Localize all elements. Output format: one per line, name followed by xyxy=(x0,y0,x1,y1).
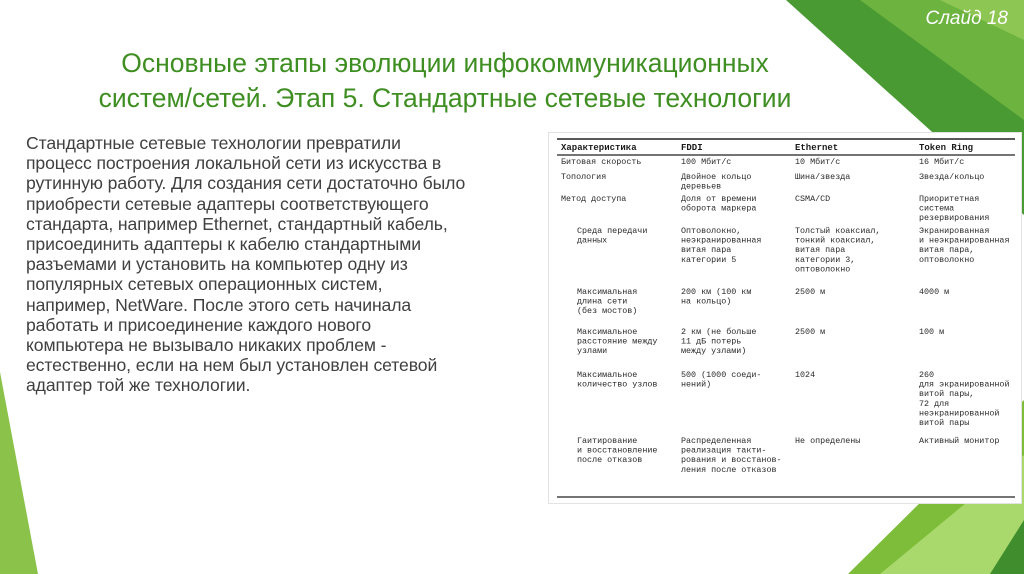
table-cell-line: CSMA/CD xyxy=(795,194,831,204)
slide-number: Слайд 18 xyxy=(925,8,1008,29)
table-cell-line: резервирования xyxy=(919,213,990,224)
table-cell-line: оптоволокно xyxy=(919,254,975,265)
table-cell-line: Распределенная xyxy=(681,436,752,446)
table-cell-line: Максимальное xyxy=(577,370,638,380)
table-cell-line: витая пара xyxy=(795,245,846,256)
table-cell-line: 2500 м xyxy=(795,287,826,297)
slide-title xyxy=(30,46,860,116)
table-cell-line: Гаитирование xyxy=(577,436,638,446)
table-cell-line: для экранированной xyxy=(919,379,1010,390)
table-cell-line: количество узлов xyxy=(577,379,658,390)
body-line: Стандартные сетевые технологии превратили xyxy=(26,133,401,153)
table-cell-line: витая пара xyxy=(681,245,732,256)
table-cell-line: Максимальное xyxy=(577,327,638,337)
table-cell-line: длина сети xyxy=(577,296,628,307)
body-line: разъемами и установить на компьютер одну из xyxy=(26,254,408,275)
table-cell-line: ления после отказов xyxy=(681,464,777,475)
comparison-table xyxy=(549,133,1021,503)
table-cell-line: Битовая скорость xyxy=(561,157,642,167)
table-cell-line: 100 м xyxy=(919,327,945,337)
table-cell-line: 100 Мбит/с xyxy=(681,157,732,167)
table-cell-line: Шина/звезда xyxy=(795,172,851,182)
table-cell-line: расстояние между xyxy=(577,336,658,347)
table-cell-line: 260 xyxy=(919,370,935,380)
table-cell-line: узлами xyxy=(577,346,608,357)
table-cell-line: и восстановление xyxy=(577,445,658,456)
body-line: процесс построения локальной сети из искусства в xyxy=(26,153,442,174)
table-cell-line: категории 3, xyxy=(795,254,856,265)
body-line: приобрести сетевые адаптеры соответствующего xyxy=(26,193,429,214)
table-cell-line: Толстый коаксиал, xyxy=(795,226,881,236)
body-line: рутинную работу. Для создания сети достаточно было xyxy=(26,173,466,194)
table-cell-line: категории 5 xyxy=(681,254,737,265)
table-cell-line: неэкранированной xyxy=(919,408,1000,419)
left-bottom-triangle xyxy=(0,372,38,574)
table-cell-line: Оптоволокно, xyxy=(681,226,742,236)
table-cell-line: Максимальная xyxy=(577,287,638,297)
table-cell-line: 11 дБ потерь xyxy=(681,336,742,347)
table-cell-line: оборота маркера xyxy=(681,203,757,214)
table-cell-line: 200 км (100 км xyxy=(681,287,752,297)
table-cell-line: Двойное кольцо xyxy=(681,172,752,182)
table-cell-line: 10 Мбит/с xyxy=(795,157,841,167)
title-line-2: систем/сетей. Этап 5. Стандартные сетевые технологии xyxy=(98,83,792,113)
table-cell-line: витой пары xyxy=(919,418,970,428)
table-cell-line: неэкранированная xyxy=(681,235,762,246)
table-cell-line: (без мостов) xyxy=(577,306,638,317)
table-cell-line: оптоволокно xyxy=(795,264,851,275)
table-cell-line: Среда передачи xyxy=(577,226,648,236)
table-cell-line: Топология xyxy=(561,172,607,182)
table-cell-line: 1024 xyxy=(795,370,816,380)
table-cell-line: Не определены xyxy=(795,436,861,446)
table-cell-line: Доля от времени xyxy=(681,194,757,204)
table-cell-line: 16 Мбит/с xyxy=(919,157,965,167)
table-cell-line: и неэкранированная xyxy=(919,235,1010,246)
table-cell-line: рования и восстанов- xyxy=(681,455,782,466)
table-cell-line: витая пара, xyxy=(919,245,975,256)
table-cell-line: Приоритетная xyxy=(919,194,980,204)
table-cell-line: 4000 м xyxy=(919,287,950,297)
table-cell-line: данных xyxy=(577,235,608,246)
table-cell-line: между узлами) xyxy=(681,346,747,357)
table-cell-line: после отказов xyxy=(577,455,643,466)
body-line: популярных сетевых операционных систем, xyxy=(26,274,383,295)
body-line: компьютера не вызывало никаких проблем - xyxy=(26,335,387,356)
title-line-1: Основные этапы эволюции инфокоммуникационных xyxy=(121,48,769,78)
table-cell-line: Метод доступа xyxy=(561,194,627,204)
body-line: естественно, если на нем был установлен сетевой xyxy=(26,355,438,376)
table-header-cell: FDDI xyxy=(681,143,703,153)
table-cell-line: 500 (1000 соеди- xyxy=(681,370,762,380)
table-cell-line: на кольцо) xyxy=(681,296,732,307)
body-line: например, NetWare. После этого сеть начинала xyxy=(26,294,412,315)
table-header-cell: Ethernet xyxy=(795,143,839,153)
table-cell-line: тонкий коаксиал, xyxy=(795,235,876,246)
table-header-cell: Характеристика xyxy=(561,143,637,153)
table-cell-line: Экранированная xyxy=(919,226,990,236)
body-paragraph xyxy=(26,133,551,396)
table-cell-line: 2500 м xyxy=(795,327,826,337)
body-line: присоединить адаптеры к кабелю стандартными xyxy=(26,234,421,255)
table-cell-line: витой пары, xyxy=(919,389,975,400)
comparison-table-image xyxy=(548,132,1022,504)
table-cell-line: деревьев xyxy=(681,181,722,192)
table-cell-line: реализация такти- xyxy=(681,445,767,456)
table-cell-line: Активный монитор xyxy=(919,436,1000,446)
table-cell-line: 72 для xyxy=(919,398,950,409)
body-line: стандарта, например Ethernet, стандартный кабель, xyxy=(26,213,448,234)
table-cell-line: нений) xyxy=(681,379,712,390)
body-line: адаптер той же технологии. xyxy=(26,375,251,396)
table-cell-line: система xyxy=(919,203,955,214)
table-cell-line: Звезда/кольцо xyxy=(919,172,985,182)
table-header-cell: Token Ring xyxy=(919,143,974,153)
body-line: работать и присоединение каждого нового xyxy=(26,314,372,335)
table-cell-line: 2 км (не больше xyxy=(681,327,757,337)
